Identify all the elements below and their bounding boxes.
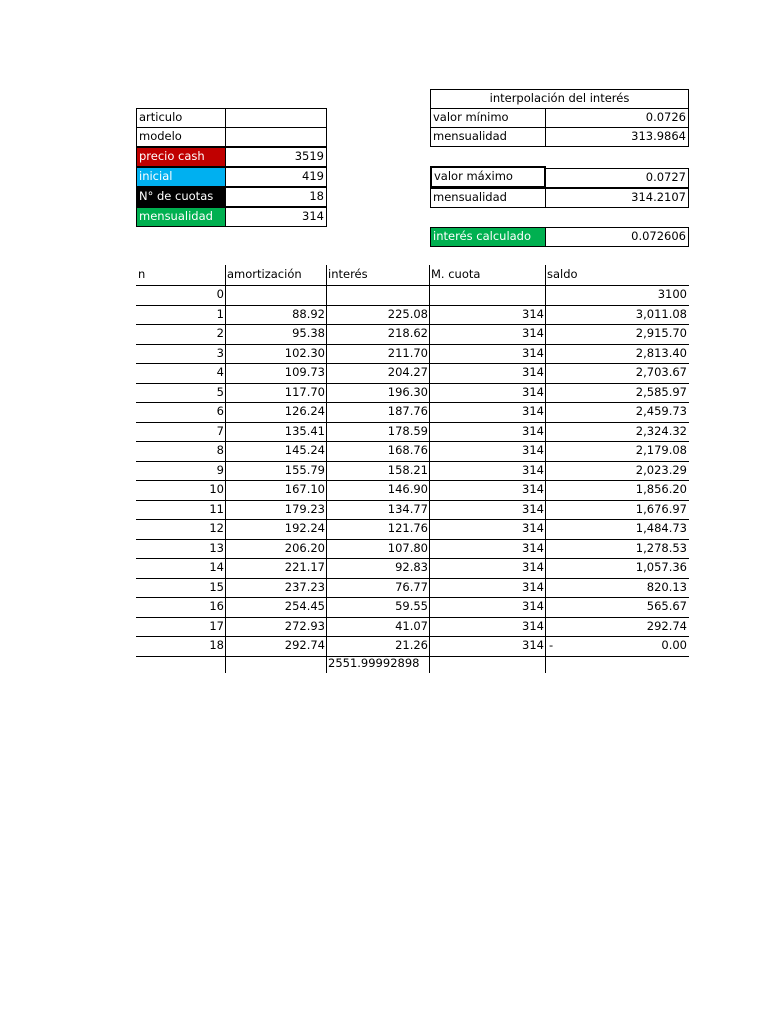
cell-m-cuota[interactable] [429, 285, 546, 305]
mensualidad-min-value[interactable]: 313.9864 [545, 127, 689, 147]
cell-m-cuota[interactable]: 314 [522, 638, 544, 652]
cell-amortizacion[interactable]: 272.93 [284, 618, 325, 633]
cell-m-cuota[interactable]: 314 [522, 404, 544, 418]
cell-interes[interactable]: 76.77 [395, 579, 428, 594]
cell-interes[interactable] [326, 285, 430, 305]
cell-amortizacion[interactable]: 126.24 [284, 404, 325, 418]
cell-m-cuota[interactable]: 314 [522, 579, 544, 594]
cell-saldo[interactable]: 1,278.53 [635, 540, 687, 555]
cell-interes[interactable]: 187.76 [387, 404, 428, 418]
cell-interes[interactable]: 218.62 [387, 326, 428, 340]
cell-n[interactable]: 17 [209, 618, 224, 633]
valor-maximo-label[interactable]: valor máximo [430, 166, 546, 188]
header-m-cuota: M. cuota [431, 267, 481, 282]
cell-interes[interactable]: 196.30 [387, 384, 428, 399]
cell-interes[interactable]: 134.77 [387, 501, 428, 516]
cell-amortizacion[interactable]: 192.24 [284, 521, 325, 535]
interpolation-title: interpolación del interés [430, 89, 689, 109]
cell-n[interactable]: 1 [216, 306, 224, 321]
cell-amortizacion[interactable]: 102.30 [284, 345, 325, 360]
cell-m-cuota[interactable]: 314 [522, 540, 544, 555]
cell-n[interactable]: 8 [216, 443, 224, 457]
cell-interes[interactable]: 92.83 [395, 560, 428, 574]
cell-interes[interactable]: 146.90 [387, 482, 428, 496]
header-interes: interés [328, 267, 368, 282]
cell-amortizacion[interactable]: 155.79 [284, 462, 325, 477]
cell-saldo[interactable]: 2,585.97 [635, 384, 687, 399]
mensualidad-max-label: mensualidad [430, 188, 546, 208]
cell-saldo[interactable]: 565.67 [646, 599, 687, 613]
grid-line [225, 265, 226, 673]
cell-saldo[interactable]: 1,057.36 [635, 560, 687, 574]
inicial-value[interactable]: 419 [225, 167, 327, 187]
precio-cash-label: precio cash [136, 147, 226, 167]
cell-amortizacion[interactable]: 135.41 [284, 423, 325, 438]
grid-line [545, 265, 546, 673]
mensualidad-label: mensualidad [136, 207, 226, 227]
articulo-label: articulo [136, 108, 226, 128]
cell-saldo[interactable]: 2,703.67 [635, 365, 687, 379]
cell-saldo[interactable]: 1,676.97 [635, 501, 687, 516]
cell-amortizacion[interactable]: 95.38 [292, 326, 325, 340]
cuotas-value[interactable]: 18 [225, 187, 327, 207]
cell-interes[interactable]: 41.07 [395, 618, 428, 633]
mensualidad-value[interactable]: 314 [225, 207, 327, 227]
cell-m-cuota[interactable]: 314 [522, 443, 544, 457]
cell-n[interactable]: 12 [209, 521, 224, 535]
cell-saldo[interactable]: 2,179.08 [635, 443, 687, 457]
cell-saldo[interactable]: 2,813.40 [635, 345, 687, 360]
cell-n[interactable]: 9 [216, 462, 224, 477]
cell-saldo[interactable]: 2,023.29 [635, 462, 687, 477]
cell-n[interactable]: 7 [216, 423, 224, 438]
cell-m-cuota[interactable]: 314 [522, 345, 544, 360]
cell-m-cuota[interactable]: 314 [522, 482, 544, 496]
cell-saldo[interactable]: 2,915.70 [635, 326, 687, 340]
grid-line [429, 265, 430, 673]
cell-m-cuota[interactable]: 314 [522, 521, 544, 535]
header-saldo: saldo [547, 267, 578, 282]
cell-interes[interactable]: 211.70 [387, 345, 428, 360]
cell-m-cuota[interactable]: 314 [522, 326, 544, 340]
cell-n[interactable]: 5 [216, 384, 224, 399]
cell-amortizacion[interactable]: 206.20 [284, 540, 325, 555]
cell-interes[interactable]: 158.21 [387, 462, 428, 477]
header-n: n [138, 267, 146, 282]
cell-amortizacion[interactable] [225, 285, 327, 305]
cell-m-cuota[interactable]: 314 [522, 462, 544, 477]
cell-n[interactable]: 2 [216, 326, 224, 340]
mensualidad-max-value[interactable]: 314.2107 [545, 188, 689, 208]
precio-cash-value[interactable]: 3519 [225, 147, 327, 167]
cell-n[interactable]: 11 [209, 501, 224, 516]
cell-m-cuota[interactable]: 314 [522, 501, 544, 516]
valor-maximo-value[interactable]: 0.0727 [545, 168, 689, 188]
cell-interes[interactable]: 121.76 [387, 521, 428, 535]
interes-calculado-value[interactable]: 0.072606 [545, 227, 689, 247]
valor-minimo-value[interactable]: 0.0726 [545, 108, 689, 128]
cell-n[interactable]: 3 [216, 345, 224, 360]
cell-interes[interactable]: 204.27 [387, 365, 428, 379]
cell-n[interactable]: 6 [216, 404, 224, 418]
cell-interes[interactable]: 21.26 [395, 638, 428, 652]
cell-saldo[interactable]: 1,484.73 [635, 521, 687, 535]
cell-m-cuota[interactable]: 314 [522, 365, 544, 379]
saldo-prefix: - [549, 638, 554, 652]
cell-saldo[interactable]: 2,324.32 [635, 423, 687, 438]
cell-n[interactable]: 0 [216, 287, 224, 301]
cell-interes[interactable]: 225.08 [387, 306, 428, 321]
cell-saldo[interactable]: 1,856.20 [635, 482, 687, 496]
cell-amortizacion[interactable]: 237.23 [284, 579, 325, 594]
inicial-label: inicial [136, 167, 226, 187]
cell-amortizacion[interactable]: 109.73 [284, 365, 325, 379]
total-interes[interactable]: 2551.99992898 [328, 655, 420, 670]
cell-saldo[interactable]: 820.13 [646, 579, 687, 594]
valor-minimo-label: valor mínimo [430, 108, 546, 128]
modelo-label: modelo [136, 127, 226, 147]
cell-interes[interactable]: 107.80 [387, 540, 428, 555]
header-amortizacion: amortización [227, 267, 302, 282]
mensualidad-min-label: mensualidad [430, 127, 546, 147]
interes-calculado-label: interés calculado [430, 227, 546, 247]
cell-interes[interactable]: 59.55 [395, 599, 428, 613]
cell-interes[interactable]: 168.76 [387, 443, 428, 457]
cell-saldo[interactable]: 0.00 [661, 638, 687, 652]
cell-m-cuota[interactable]: 314 [522, 384, 544, 399]
cell-n[interactable]: 4 [216, 365, 224, 379]
cell-n[interactable]: 10 [209, 482, 224, 496]
grid-line [326, 265, 327, 673]
articulo-value[interactable] [225, 108, 327, 128]
cell-m-cuota[interactable]: 314 [522, 618, 544, 633]
cell-amortizacion[interactable]: 145.24 [284, 443, 325, 457]
cell-saldo[interactable]: 3,011.08 [635, 306, 687, 321]
cell-n[interactable]: 15 [209, 579, 224, 594]
cell-saldo[interactable]: 2,459.73 [635, 404, 687, 418]
cell-n[interactable]: 14 [209, 560, 224, 574]
cell-interes[interactable]: 178.59 [387, 423, 428, 438]
cell-amortizacion[interactable]: 88.92 [292, 306, 325, 321]
cell-amortizacion[interactable]: 254.45 [284, 599, 325, 613]
cell-amortizacion[interactable]: 221.17 [284, 560, 325, 574]
cell-saldo[interactable]: 292.74 [646, 618, 687, 633]
cuotas-label: N° de cuotas [136, 187, 226, 207]
modelo-value[interactable] [225, 127, 327, 147]
cell-amortizacion[interactable]: 167.10 [284, 482, 325, 496]
cell-m-cuota[interactable]: 314 [522, 560, 544, 574]
cell-amortizacion[interactable]: 292.74 [284, 638, 325, 652]
cell-m-cuota[interactable]: 314 [522, 306, 544, 321]
cell-m-cuota[interactable]: 314 [522, 599, 544, 613]
cell-m-cuota[interactable]: 314 [522, 423, 544, 438]
cell-amortizacion[interactable]: 179.23 [284, 501, 325, 516]
cell-n[interactable]: 16 [209, 599, 224, 613]
cell-saldo[interactable]: 3100 [657, 287, 687, 301]
cell-n[interactable]: 13 [209, 540, 224, 555]
cell-n[interactable]: 18 [209, 638, 224, 652]
cell-amortizacion[interactable]: 117.70 [284, 384, 325, 399]
